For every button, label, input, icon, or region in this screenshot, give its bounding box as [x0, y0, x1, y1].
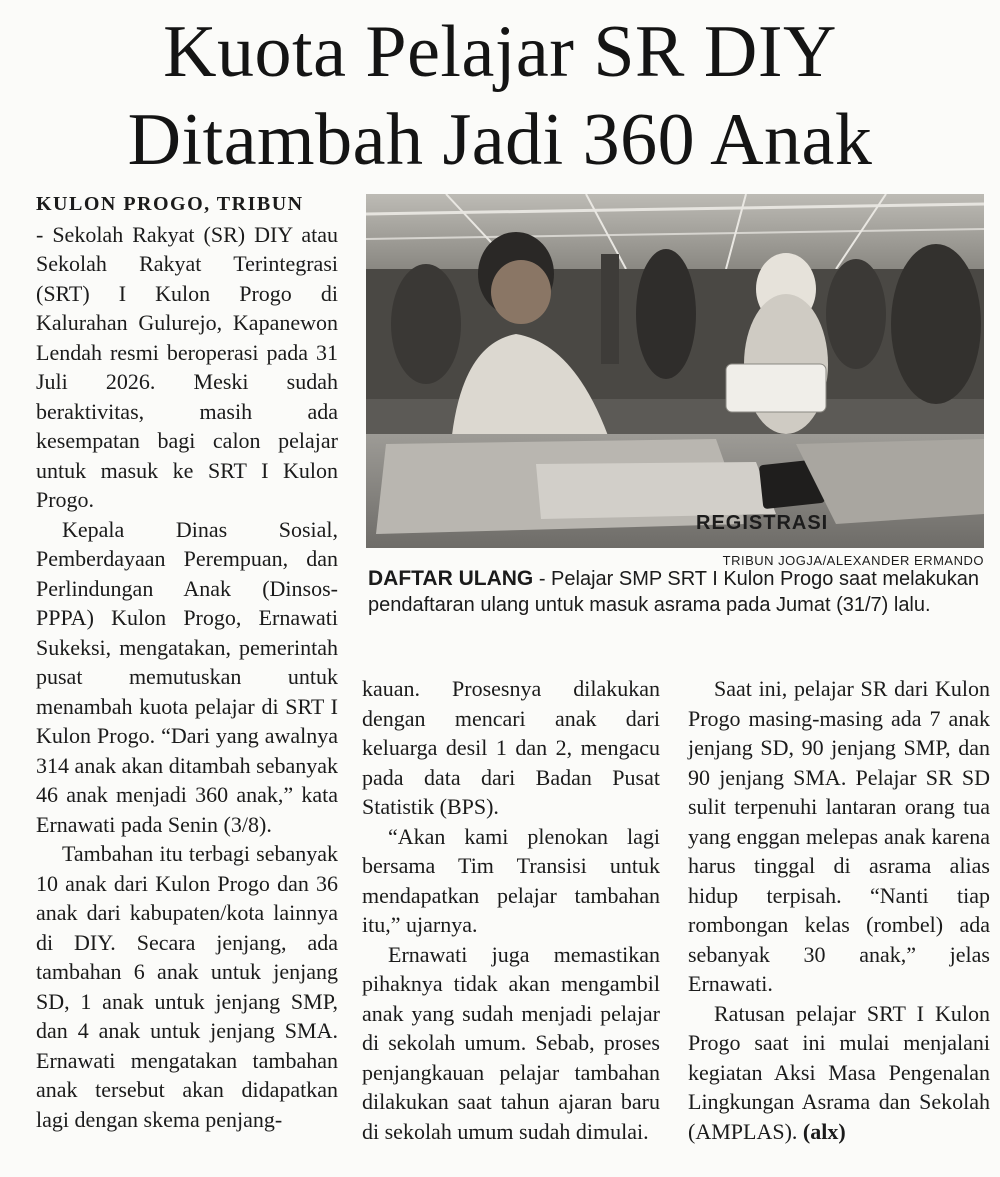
article-paragraph: kauan. Prosesnya dilakukan dengan mencari anak dari keluarga desil 1 dan 2, mengacu pada data dari Badan Pusat Statistik (BPS). [362, 676, 660, 819]
article-paragraph: - Sekolah Rakyat (SR) DIY atau Sekolah Rakyat Terintegrasi (SRT) I Kulon Progo di Kalurahan Gulurejo, Kapanewon Lendah resmi beroperasi pada 31 Juli 2026. Meski sudah beraktivitas, masih ada kesempatan bagi calon pelajar untuk masuk ke SRT I Kulon Progo. [36, 221, 338, 512]
caption-text: - Pelajar SMP SRT I Kulon Progo saat melakukan pendaftaran ulang untuk masuk asrama pada Jumat (31/7) lalu. [368, 568, 980, 616]
article-paragraph: Saat ini, pelajar SR dari Kulon Progo masing-masing ada 7 anak jenjang SD, 90 jenjang SMP, dan 90 jenjang SMA. Pelajar SR SD sulit terpenuhi lantaran orang tua yang enggan melepas anak karena harus tinggal di asrama alias hidup terpisah. “Nanti tiap rombongan kelas (rombel) ada sebanyak 30 anak,” jelas Ernawati. [688, 676, 990, 996]
photo-caption [368, 566, 988, 618]
article-paragraph: “Akan kami plenokan lagi bersama Tim Transisi untuk mendapatkan pelajar tambahan itu,” ujarnya. [362, 823, 660, 937]
article-paragraph: Ernawati juga memastikan pihaknya tidak akan mengambil anak yang sudah menjadi pelajar di sekolah umum. Sebab, proses penjangkauan pelajar tambahan dilakukan saat tahun ajaran baru di sekolah umum sudah dimulai. [362, 941, 660, 1144]
author-initials: (alx) [802, 1118, 846, 1144]
article-paragraph-text: Ratusan pelajar SRT I Kulon Progo saat ini mulai menjalani kegiatan Aksi Masa Pengenalan Lingkungan Asrama dan Sekolah (AMPLAS). [688, 1000, 990, 1144]
article-column-2 [362, 674, 660, 1146]
headline-line-1: Kuota Pelajar SR DIY [163, 11, 837, 93]
registration-scene-image [366, 194, 984, 548]
article-paragraph-final [688, 999, 990, 1147]
headline-line-2: Ditambah Jadi 360 Anak [127, 99, 873, 181]
article-column-3 [688, 674, 990, 1146]
photo-overlay-label: REGISTRASI [696, 512, 829, 534]
article-column-1 [36, 190, 338, 1134]
news-photo [366, 194, 984, 548]
article-paragraph: Tambahan itu terbagi sebanyak 10 anak dari Kulon Progo dan 36 anak dari kabupaten/kota lainnya di DIY. Secara jenjang, ada tambahan 6 anak untuk jenjang SD, 1 anak untuk jenjang SMP, dan 4 anak untuk jenjang SMA. Ernawati mengatakan tambahan anak tersebut akan didapatkan lagi dengan skema penjang- [36, 841, 338, 1132]
dateline: KULON PROGO, TRIBUN [36, 193, 304, 215]
article-paragraph: Kepala Dinas Sosial, Pemberdayaan Perempuan, dan Perlindungan Anak (Dinsos-PPPA) Kulon Progo, Ernawati Sukeksi, mengatakan, pemerintah pusat memutuskan untuk menambah kuota pelajar di SRT I Kulon Progo. “Dari yang awalnya 314 anak akan ditambah sebanyak 46 anak menjadi 360 anak,” kata Ernawati pada Senin (3/8). [36, 516, 338, 837]
photo-credit: TRIBUN JOGJA/ALEXANDER ERMANDO [722, 553, 984, 568]
caption-label: DAFTAR ULANG [368, 567, 534, 590]
